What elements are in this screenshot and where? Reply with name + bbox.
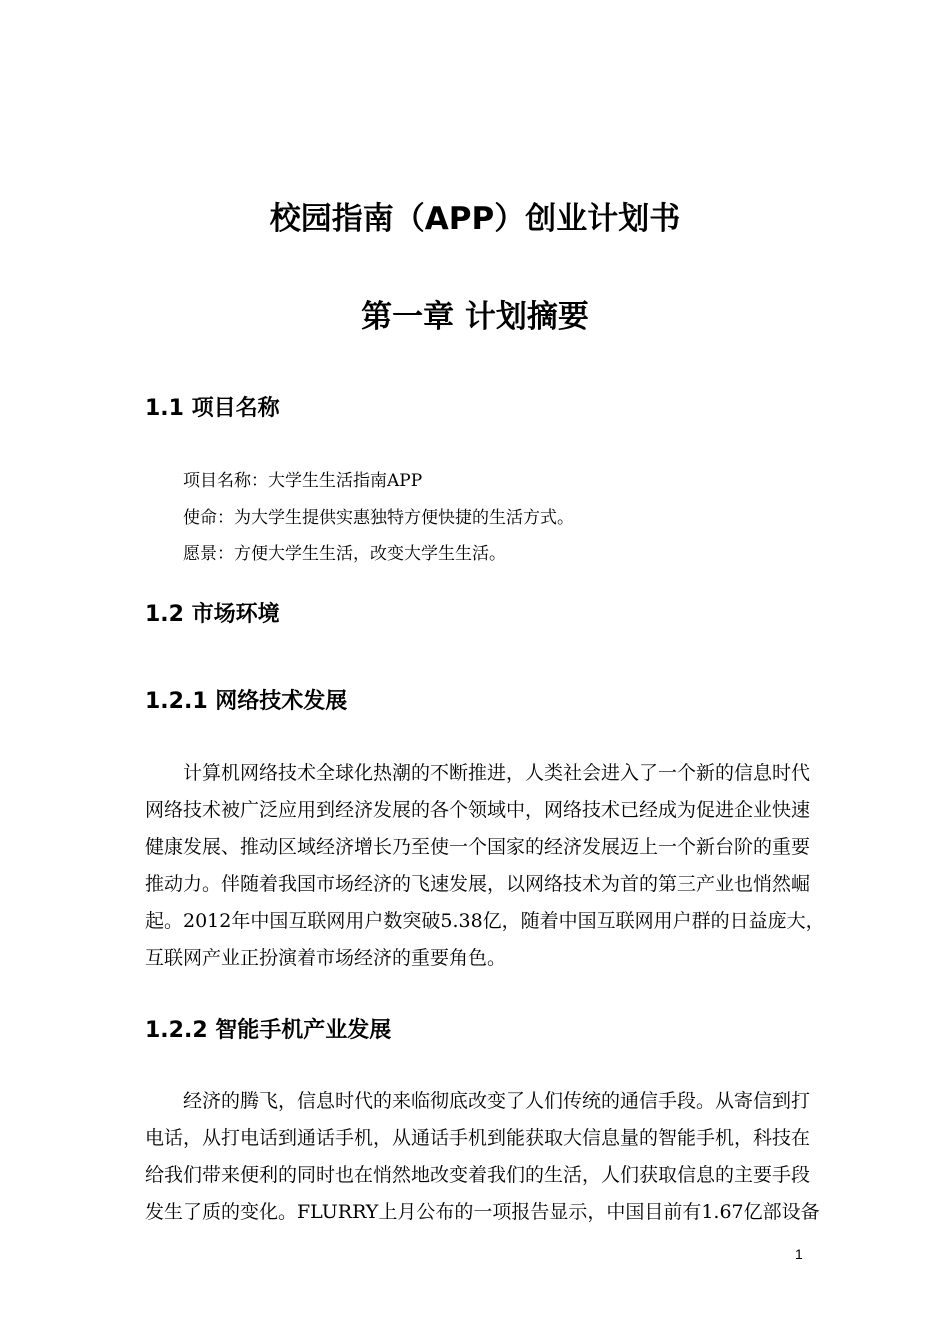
paragraph-line: 电话，从打电话到通话手机，从通话手机到能获取大信息量的智能手机，科技在	[145, 1127, 811, 1149]
chapter-title: 第一章 计划摘要	[361, 299, 589, 335]
page-number: 1	[795, 1246, 803, 1262]
mission-line: 使命：为大学生提供实惠独特方便快捷的生活方式。	[183, 508, 574, 528]
section-heading-1-2-2: 1.2.2 智能手机产业发展	[145, 1018, 392, 1043]
section-heading-1-2-1: 1.2.1 网络技术发展	[145, 689, 348, 714]
paragraph-line: 健康发展、推动区域经济增长乃至使一个国家的经济发展迈上一个新台阶的重要	[145, 836, 811, 858]
paragraph-line: 网络技术被广泛应用到经济发展的各个领域中，网络技术已经成为促进企业快速	[145, 799, 811, 821]
section-heading-1-2: 1.2 市场环境	[145, 602, 280, 627]
paragraph-line: 推动力。伴随着我国市场经济的飞速发展，以网络技术为首的第三产业也悄然崛	[145, 873, 811, 895]
project-name-line: 项目名称：大学生生活指南APP	[183, 471, 423, 491]
paragraph-line: 计算机网络技术全球化热潮的不断推进，人类社会进入了一个新的信息时代	[183, 762, 811, 784]
paragraph-line: 经济的腾飞，信息时代的来临彻底改变了人们传统的通信手段。从寄信到打	[183, 1090, 811, 1112]
document-title: 校园指南（APP）创业计划书	[269, 201, 681, 237]
vision-line: 愿景：方便大学生生活，改变大学生生活。	[183, 544, 506, 564]
paragraph-line: 给我们带来便利的同时也在悄然地改变着我们的生活，人们获取信息的主要手段	[145, 1164, 811, 1186]
paragraph-line: 互联网产业正扮演着市场经济的重要角色。	[145, 947, 507, 969]
paragraph-line: 发生了质的变化。FLURRY上月公布的一项报告显示，中国目前有1.67亿部设备	[145, 1201, 820, 1223]
section-heading-1-1: 1.1 项目名称	[145, 396, 280, 421]
paragraph-line: 起。2012年中国互联网用户数突破5.38亿，随着中国互联网用户群的日益庞大，	[145, 910, 825, 932]
